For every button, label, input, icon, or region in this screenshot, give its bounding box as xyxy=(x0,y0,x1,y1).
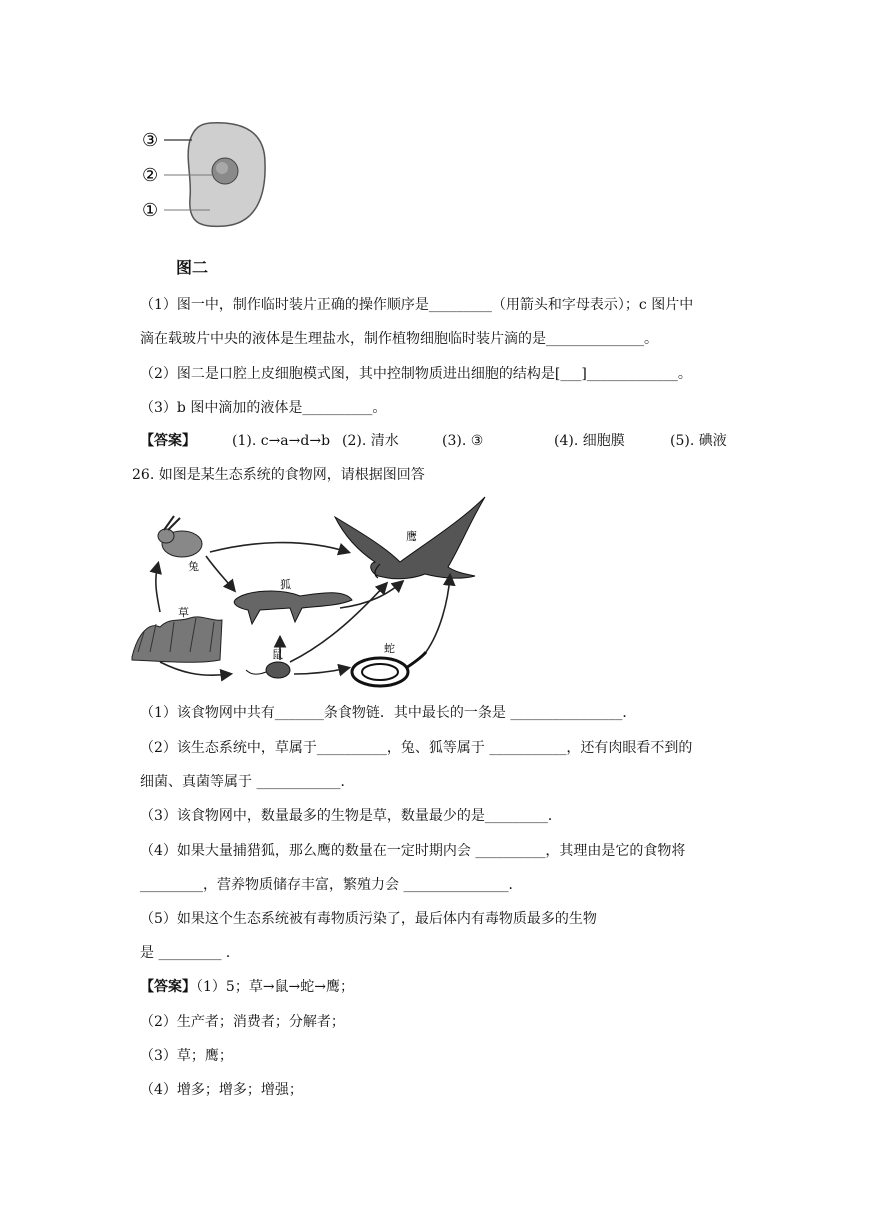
rabbit-label: 兔 xyxy=(188,560,199,573)
mouse-illustration xyxy=(246,662,290,678)
q25-answer-row xyxy=(140,432,740,450)
fox-label: 狐 xyxy=(280,578,291,591)
q26-line-6: _________，营养物质储存丰富，繁殖力会 _______________． xyxy=(140,877,523,893)
answer-2: (2). 清水 xyxy=(342,433,399,449)
q26-answer-4: （4）增多；增多；增强； xyxy=(140,1082,303,1098)
q26-answer-3: （3）草；鹰； xyxy=(140,1048,233,1064)
q26-line-7: （5）如果这个生态系统被有毒物质污染了，最后体内有毒物质最多的生物 xyxy=(140,911,597,927)
answer-tag: 【答案】 xyxy=(140,979,196,995)
mouse-label: 鼠 xyxy=(272,648,283,661)
snake-illustration xyxy=(352,652,426,686)
label-3: ③ xyxy=(142,130,159,151)
cell-diagram xyxy=(140,118,280,233)
q25-line-2: 滴在载玻片中央的液体是生理盐水，制作植物细胞临时装片滴的是______________。 xyxy=(140,331,658,347)
snake-label: 蛇 xyxy=(384,642,395,655)
q26-line-8: 是 _________ ． xyxy=(140,945,240,961)
q26-line-3: 细菌、真菌等属于 ____________． xyxy=(140,774,355,790)
q26-title: 26. 如图是某生态系统的食物网，请根据图回答 xyxy=(132,467,425,483)
answer-4: (4). 细胞膜 xyxy=(554,433,625,449)
fox-illustration xyxy=(234,591,352,624)
q26-line-1: （1）该食物网中共有_______条食物链．其中最长的一条是 ________________． xyxy=(140,705,637,721)
answer-tag: 【答案】 xyxy=(140,433,196,449)
q25-line-1: （1）图一中，制作临时装片正确的操作顺序是_________（用箭头和字母表示）；c 图片中 xyxy=(140,297,694,313)
q25-line-4: （3）b 图中滴加的液体是__________。 xyxy=(140,400,387,416)
food-web-diagram xyxy=(130,492,490,697)
grass-label: 草 xyxy=(178,606,189,619)
rabbit-illustration xyxy=(158,516,202,557)
q26-line-4: （3）该食物网中，数量最多的生物是草，数量最少的是_________． xyxy=(140,808,562,824)
q25-line-3: （2）图二是口腔上皮细胞模式图，其中控制物质进出细胞的结构是[___]_____________。 xyxy=(140,366,692,382)
answer-1: (1). c→a→d→b xyxy=(232,433,331,449)
figure-caption: 图二 xyxy=(176,258,209,277)
q26-answer-2: （2）生产者；消费者；分解者； xyxy=(140,1014,345,1030)
q26-answer-1 xyxy=(140,978,354,996)
grass-illustration xyxy=(132,617,222,662)
eagle-label: 鹰 xyxy=(406,530,417,543)
answer-3: (3). ③ xyxy=(442,433,484,449)
q26-line-5: （4）如果大量捕猎狐，那么鹰的数量在一定时期内会 __________，其理由是它的食物将 xyxy=(140,843,686,859)
label-1: ① xyxy=(142,200,159,221)
answer-5: (5). 碘液 xyxy=(670,433,727,449)
answer-text: （1）5；草→鼠→蛇→鹰； xyxy=(196,979,355,995)
q26-line-2: （2）该生态系统中，草属于__________，兔、狐等属于 ___________，还有肉眼看不到的 xyxy=(140,740,693,756)
label-2: ② xyxy=(142,165,159,186)
